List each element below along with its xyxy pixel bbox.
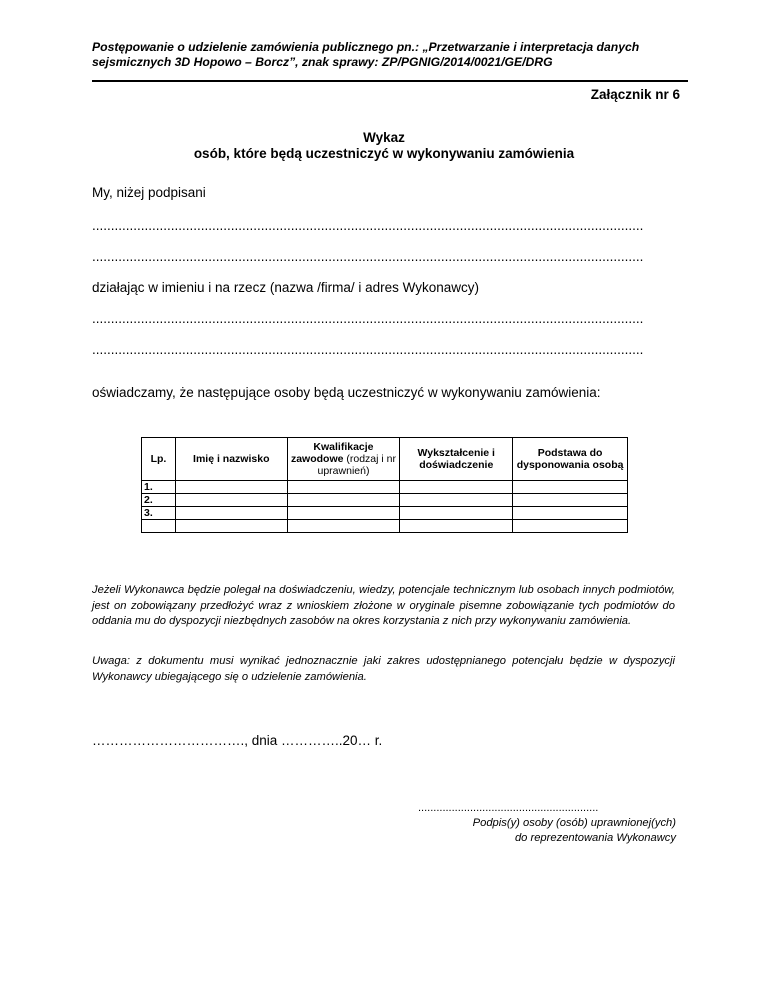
qualifications-detail-label: (rodzaj i nr uprawnień) xyxy=(317,453,396,477)
header-line-1: Postępowanie o udzielenie zamówienia publicznego pn.: „Przetwarzanie i interpretacja danych xyxy=(92,40,640,54)
document-header xyxy=(92,40,692,70)
table-row xyxy=(142,494,628,507)
declaration-text: oświadczamy, że następujące osoby będą uczestniczyć w wykonywaniu zamówienia: xyxy=(92,385,601,400)
table-row xyxy=(142,507,628,520)
education-cell[interactable] xyxy=(400,494,513,507)
basis-cell[interactable] xyxy=(513,494,628,507)
header-line-2: sejsmicznych 3D Hopowo – Borcz”, znak sprawy: ZP/PGNIG/2014/0021/GE/DRG xyxy=(92,55,553,69)
header-divider xyxy=(92,80,688,82)
persons-table xyxy=(141,437,628,533)
acting-on-behalf-label: działając w imieniu i na rzecz (nazwa /firma/ i adres Wykonawcy) xyxy=(92,280,480,295)
row-number: 3. xyxy=(142,507,176,520)
education-cell[interactable] xyxy=(400,520,513,533)
qualifications-cell[interactable] xyxy=(287,507,400,520)
name-cell[interactable] xyxy=(175,494,287,507)
education-cell[interactable] xyxy=(400,481,513,494)
document-title: Wykaz xyxy=(363,130,405,145)
qualifications-cell[interactable] xyxy=(287,481,400,494)
table-row xyxy=(142,481,628,494)
document-subtitle: osób, które będą uczestniczyć w wykonywaniu zamówienia xyxy=(193,146,575,161)
basis-cell[interactable] xyxy=(513,520,628,533)
qualifications-cell[interactable] xyxy=(287,520,400,533)
row-number: 1. xyxy=(142,481,176,494)
note-external-resources: Jeżeli Wykonawca będzie polegał na doświadczeniu, wiedzy, potencjale technicznym lub osobach innych podmiotów, jest on zobowiązany przedłożyć wraz z wnioskiem złożone w oryginale pisemne zobowiązanie tych podmiotów do oddania mu do dyspozycji niezbędnych zasobów na okres korzystania z nich przy wykonywaniu zamówienia. xyxy=(92,584,675,627)
table-row xyxy=(142,520,628,533)
basis-cell[interactable] xyxy=(513,481,628,494)
row-number xyxy=(142,520,176,533)
column-header-lp: Lp. xyxy=(142,438,176,481)
column-header-education: Wykształcenie i doświadczenie xyxy=(400,438,513,481)
name-cell[interactable] xyxy=(175,481,287,494)
name-cell[interactable] xyxy=(175,520,287,533)
qualifications-cell[interactable] xyxy=(287,494,400,507)
column-header-basis: Podstawa do dysponowania osobą xyxy=(513,438,628,481)
qualifications-bold-label: Kwalifikacje zawodowe xyxy=(290,441,374,465)
contractor-fill-line-1: ................................................................................................................................................... xyxy=(92,311,644,326)
signature-fill-line: ........................................................... xyxy=(418,802,599,814)
signatories-fill-line-1: ................................................................................................................................................... xyxy=(92,218,644,233)
signatories-fill-line-2: ................................................................................................................................................... xyxy=(92,249,644,264)
annex-label: Załącznik nr 6 xyxy=(590,87,680,102)
basis-cell[interactable] xyxy=(513,507,628,520)
contractor-fill-line-2: ................................................................................................................................................... xyxy=(92,342,644,357)
column-header-name: Imię i nazwisko xyxy=(175,438,287,481)
education-cell[interactable] xyxy=(400,507,513,520)
row-number: 2. xyxy=(142,494,176,507)
signature-caption-line-2: do reprezentowania Wykonawcy xyxy=(514,832,676,844)
signatories-label: My, niżej podpisani xyxy=(92,185,206,200)
name-cell[interactable] xyxy=(175,507,287,520)
column-header-qualifications xyxy=(287,438,400,481)
table-header-row xyxy=(142,438,628,481)
note-warning: Uwaga: z dokumentu musi wynikać jednoznacznie jaki zakres udostępnianego potencjału będzie w dyspozycji Wykonawcy ubiegającego się o udzielenie zamówienia. xyxy=(92,655,675,683)
signature-caption-line-1: Podpis(y) osoby (osób) uprawnionej(ych) xyxy=(472,817,676,829)
place-date-line: ……………………………., dnia …………..20… r. xyxy=(92,733,383,748)
